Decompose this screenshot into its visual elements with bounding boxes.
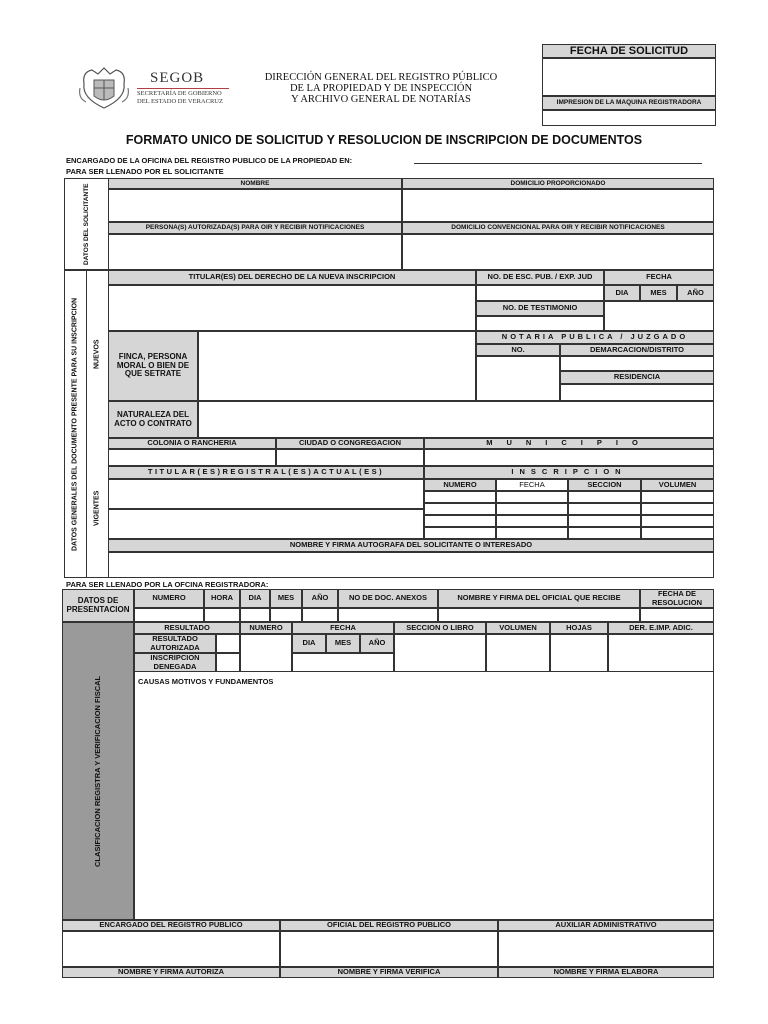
cl-fecha-field[interactable] — [292, 653, 394, 672]
ins-cell[interactable] — [641, 527, 714, 539]
ins-numero-header: NUMERO — [424, 479, 496, 491]
encargado-label: ENCARGADO DE LA OFICINA DEL REGISTRO PUBLICO DE LA PROPIEDAD EN: — [66, 156, 353, 165]
auxiliar-header: AUXILIAR ADMINISTRATIVO — [498, 920, 714, 931]
firma-verifica-label: NOMBRE Y FIRMA VERIFICA — [280, 967, 498, 978]
ins-cell[interactable] — [496, 527, 568, 539]
no-esc-field[interactable] — [476, 285, 604, 301]
ins-cell[interactable] — [496, 515, 568, 527]
coat-of-arms-logo — [76, 64, 132, 110]
cl-numero-field[interactable] — [240, 634, 292, 672]
fecha-header: FECHA — [604, 270, 714, 285]
ins-cell[interactable] — [424, 527, 496, 539]
cl-mes-header: MES — [326, 634, 360, 653]
encargado-registro-header: ENCARGADO DEL REGISTRO PUBLICO — [62, 920, 280, 931]
pres-anexos-field[interactable] — [338, 608, 438, 622]
pres-anexos-header: NO DE DOC. ANEXOS — [338, 589, 438, 608]
resultado-autorizada-check[interactable] — [216, 634, 240, 653]
nombre-field[interactable] — [108, 189, 402, 222]
pres-dia-field[interactable] — [240, 608, 270, 622]
ins-cell[interactable] — [568, 527, 641, 539]
cl-hojas-field[interactable] — [550, 634, 608, 672]
inscripcion-header: INSCRIPCION — [424, 466, 714, 479]
clasificacion-side: CLASIFICACION REGISTRA Y VERIFICACION FISCAL — [62, 622, 134, 920]
nombre-header: NOMBRE — [108, 178, 402, 189]
oficina-note: PARA SER LLENADO POR LA OFCINA REGISTRADORA: — [66, 580, 269, 589]
titulares-field[interactable] — [108, 285, 476, 331]
naturaleza-field[interactable] — [198, 401, 714, 438]
cl-hojas-header: HOJAS — [550, 622, 608, 634]
municipio-field[interactable] — [424, 449, 714, 466]
ins-fecha-header: FECHA — [496, 479, 568, 491]
municipio-header: MUNICIPIO — [424, 438, 714, 449]
no-testimonio-header: NO. DE TESTIMONIO — [476, 301, 604, 316]
oficial-firma-field[interactable] — [280, 931, 498, 967]
cl-der-field[interactable] — [608, 634, 714, 672]
ins-cell[interactable] — [568, 515, 641, 527]
pres-mes-field[interactable] — [270, 608, 302, 622]
cl-seccion-header: SECCION O LIBRO — [394, 622, 486, 634]
personas-autorizadas-header: PERSONA(S) AUTORIZADA(S) PARA OIR Y RECIBIR NOTIFICACIONES — [108, 222, 402, 234]
nuevos-side: NUEVOS — [86, 270, 108, 438]
ins-cell[interactable] — [496, 491, 568, 503]
solicitante-note: PARA SER LLENADO POR EL SOLICITANTE — [66, 167, 224, 176]
direccion-line1: DIRECCIÓN GENERAL DEL REGISTRO PÚBLICO — [264, 72, 498, 83]
causas-field[interactable] — [134, 672, 714, 920]
segob-name: SEGOB — [150, 70, 205, 86]
direccion-line3: Y ARCHIVO GENERAL DE NOTARÍAS — [291, 94, 471, 105]
ins-cell[interactable] — [568, 491, 641, 503]
ins-cell[interactable] — [641, 515, 714, 527]
ins-volumen-header: VOLUMEN — [641, 479, 714, 491]
direccion-heading — [256, 72, 506, 105]
pres-resolucion-header: FECHA DE RESOLUCION — [640, 589, 714, 608]
fecha-solicitud-title: FECHA DE SOLICITUD — [542, 44, 716, 58]
fecha-solicitud-field[interactable] — [542, 58, 716, 96]
ins-cell[interactable] — [496, 503, 568, 515]
domicilio-convencional-field[interactable] — [402, 234, 714, 270]
anio-header: AÑO — [677, 285, 714, 301]
ins-cell[interactable] — [641, 503, 714, 515]
pres-numero-header: NUMERO — [134, 589, 204, 608]
no-testimonio-field[interactable] — [476, 316, 604, 331]
residencia-field[interactable] — [560, 384, 714, 401]
personas-autorizadas-field[interactable] — [108, 234, 402, 270]
ciudad-field[interactable] — [276, 449, 424, 466]
vigentes-side: VIGENTES — [86, 438, 108, 578]
pres-anio-header: AÑO — [302, 589, 338, 608]
cl-seccion-field[interactable] — [394, 634, 486, 672]
cl-volumen-header: VOLUMEN — [486, 622, 550, 634]
firma-autoriza-label: NOMBRE Y FIRMA AUTORIZA — [62, 967, 280, 978]
titulares-registrales-field-1[interactable] — [108, 479, 424, 509]
demarcacion-field[interactable] — [560, 356, 714, 371]
ins-cell[interactable] — [424, 491, 496, 503]
pres-dia-header: DIA — [240, 589, 270, 608]
resultado-header: RESULTADO — [134, 622, 240, 634]
residencia-header: RESIDENCIA — [560, 371, 714, 384]
no-header: NO. — [476, 344, 560, 356]
cl-fecha-header: FECHA — [292, 622, 394, 634]
ins-cell[interactable] — [568, 503, 641, 515]
domicilio-convencional-header: DOMICILIO CONVENCIONAL PARA OIR Y RECIBIR NOTIFICACIONES — [402, 222, 714, 234]
mes-header: MES — [640, 285, 677, 301]
firma-elabora-label: NOMBRE Y FIRMA ELABORA — [498, 967, 714, 978]
logo-divider — [137, 88, 229, 89]
causas-label: CAUSAS MOTIVOS Y FUNDAMENTOS — [138, 677, 274, 686]
segob-line1: SECRETARÍA DE GOBIERNO — [137, 90, 222, 97]
datos-solicitante-side: DATOS DEL SOLICITANTE — [64, 178, 108, 270]
cl-dia-header: DIA — [292, 634, 326, 653]
colonia-field[interactable] — [108, 449, 276, 466]
encargado-line[interactable] — [414, 163, 702, 164]
cl-volumen-field[interactable] — [486, 634, 550, 672]
firma-solicitante-field[interactable] — [108, 552, 714, 578]
dia-header: DIA — [604, 285, 640, 301]
impresion-maquina-label: IMPRESION DE LA MAQUINA REGISTRADORA — [542, 96, 716, 110]
titulares-registrales-header: TITULAR(ES)REGISTRAL(ES)ACTUAL(ES) — [108, 466, 424, 479]
resultado-autorizada-label: RESULTADO AUTORIZADA — [134, 634, 216, 653]
finca-label: FINCA, PERSONA MORAL O BIEN DE QUE SETRATE — [108, 331, 198, 401]
datos-presentacion-side: DATOS DE PRESENTACION — [62, 589, 134, 622]
datos-generales-side: DATOS GENERALES DEL DOCUMENTO PRESENTE PARA SU INSCRIPCION — [64, 270, 86, 578]
firma-solicitante-header: NOMBRE Y FIRMA AUTOGRAFA DEL SOLICITANTE O INTERESADO — [108, 539, 714, 552]
oficial-registro-header: OFICIAL DEL REGISTRO PUBLICO — [280, 920, 498, 931]
cl-anio-header: AÑO — [360, 634, 394, 653]
pres-hora-header: HORA — [204, 589, 240, 608]
fecha-field[interactable] — [604, 301, 714, 331]
pres-hora-field[interactable] — [204, 608, 240, 622]
impresion-maquina-field[interactable] — [542, 110, 716, 126]
cl-der-header: DER. E.IMP. ADIC. — [608, 622, 714, 634]
ins-cell[interactable] — [424, 515, 496, 527]
titulares-registrales-field-2[interactable] — [108, 509, 424, 539]
pres-numero-field[interactable] — [134, 608, 204, 622]
no-esc-header: NO. DE ESC. PUB. / EXP. JUD — [476, 270, 604, 285]
no-field[interactable] — [476, 356, 560, 401]
finca-field[interactable] — [198, 331, 476, 401]
notaria-header: NOTARIA PUBLICA / JUZGADO — [476, 331, 714, 344]
ins-seccion-header: SECCION — [568, 479, 641, 491]
demarcacion-header: DEMARCACION/DISTRITO — [560, 344, 714, 356]
ins-cell[interactable] — [641, 491, 714, 503]
ins-cell[interactable] — [424, 503, 496, 515]
inscripcion-denegada-label: INSCRIPCION DENEGADA — [134, 653, 216, 672]
pres-oficial-field[interactable] — [438, 608, 640, 622]
pres-oficial-header: NOMBRE Y FIRMA DEL OFICIAL QUE RECIBE — [438, 589, 640, 608]
naturaleza-label: NATURALEZA DEL ACTO O CONTRATO — [108, 401, 198, 438]
form-title: FORMATO UNICO DE SOLICITUD Y RESOLUCION DE INSCRIPCION DE DOCUMENTOS — [125, 133, 643, 147]
titulares-header: TITULAR(ES) DEL DERECHO DE LA NUEVA INSCRIPCION — [108, 270, 476, 285]
segob-line2: DEL ESTADO DE VERACRUZ — [137, 98, 223, 105]
pres-anio-field[interactable] — [302, 608, 338, 622]
direccion-line2: DE LA PROPIEDAD Y DE INSPECCIÓN — [289, 83, 473, 94]
pres-resolucion-field[interactable] — [640, 608, 714, 622]
auxiliar-firma-field[interactable] — [498, 931, 714, 967]
inscripcion-denegada-check[interactable] — [216, 653, 240, 672]
pres-mes-header: MES — [270, 589, 302, 608]
domicilio-field[interactable] — [402, 189, 714, 222]
colonia-header: COLONIA O RANCHERIA — [108, 438, 276, 449]
encargado-firma-field[interactable] — [62, 931, 280, 967]
ciudad-header: CIUDAD O CONGREGACION — [276, 438, 424, 449]
cl-numero-header: NUMERO — [240, 622, 292, 634]
domicilio-header: DOMICILIO PROPORCIONADO — [402, 178, 714, 189]
